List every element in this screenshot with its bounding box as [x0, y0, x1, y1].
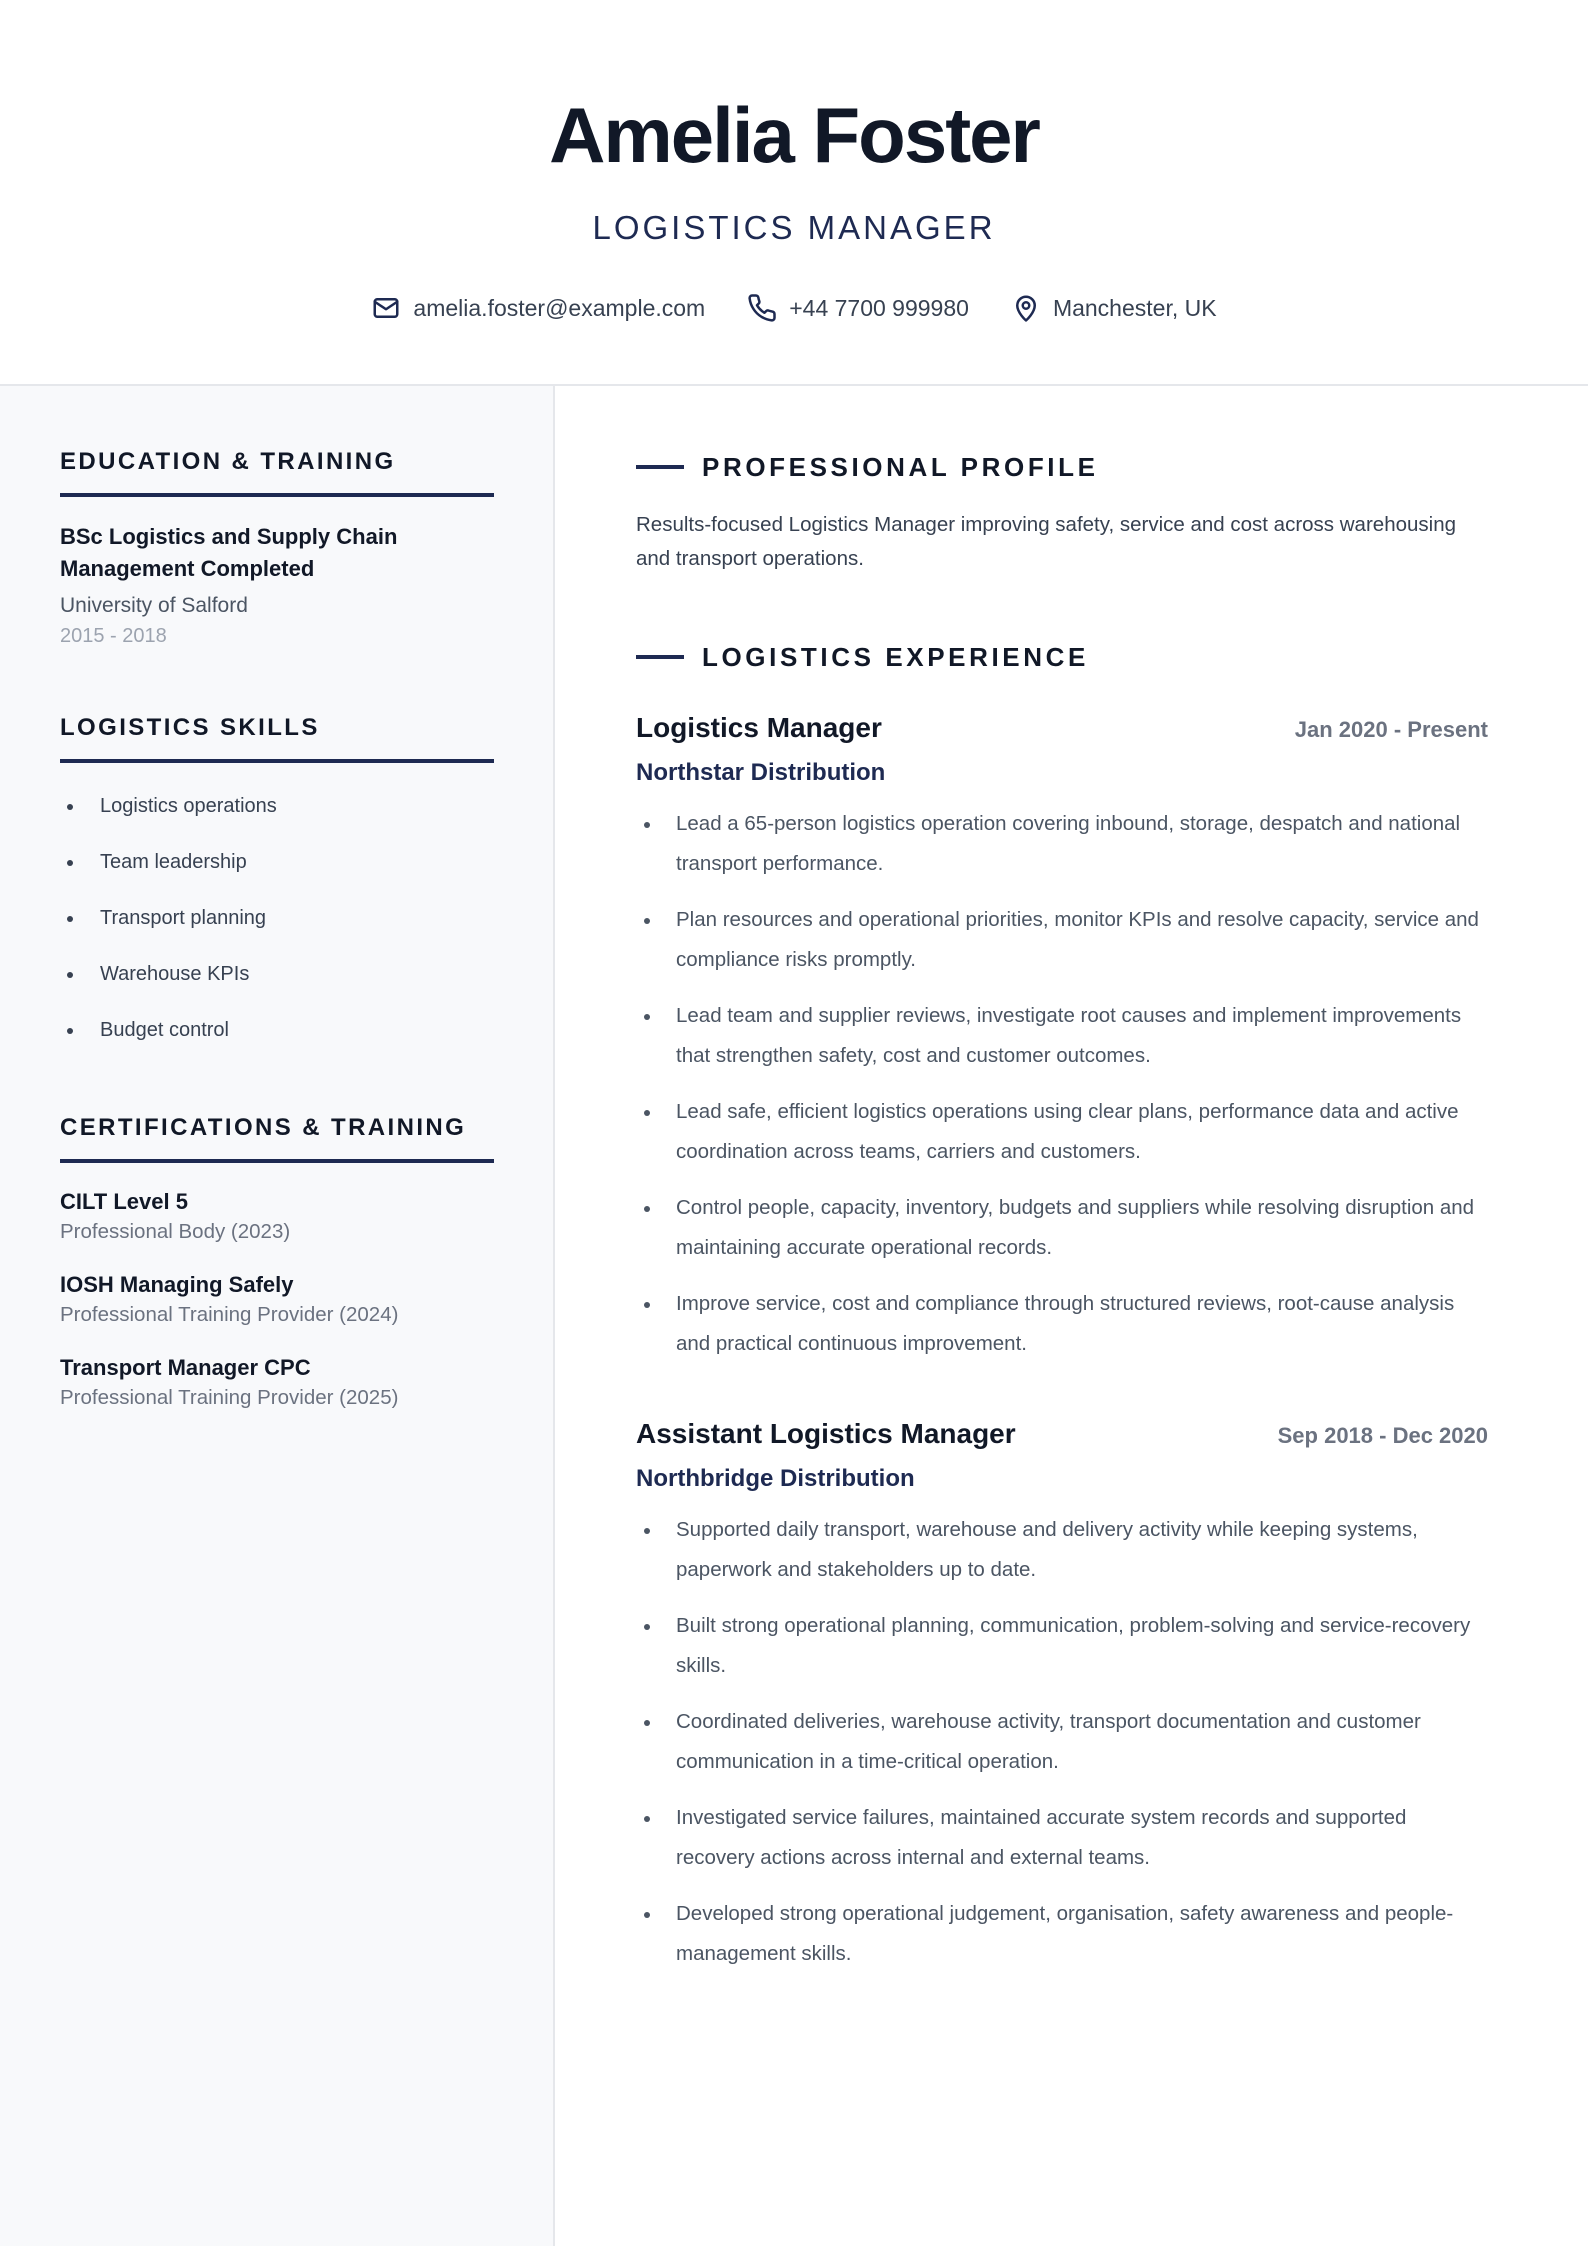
certification-item	[60, 1353, 494, 1413]
certification-item	[60, 1270, 494, 1330]
job-company: Northstar Distribution	[636, 759, 886, 786]
experience-heading-text: LOGISTICS EXPERIENCE	[702, 642, 1089, 672]
contact-row	[0, 290, 1588, 326]
mail-icon	[371, 293, 401, 323]
certification-org: Professional Training Provider (2024)	[60, 1303, 399, 1326]
job-title: Assistant Logistics Manager	[636, 1418, 1016, 1449]
certification-org: Professional Body (2023)	[60, 1220, 291, 1243]
contact-location	[1011, 293, 1217, 323]
skill-item: Team leadership	[60, 835, 494, 891]
skills-list	[60, 779, 494, 1059]
profile-heading	[636, 450, 1488, 484]
skills-section	[60, 712, 494, 1059]
job-bullets	[636, 1510, 1488, 1974]
job-title: Logistics Manager	[636, 712, 882, 743]
certification-org: Professional Training Provider (2025)	[60, 1386, 399, 1409]
email-text[interactable]: amelia.foster@example.com	[413, 294, 706, 321]
experience-section	[636, 640, 1488, 674]
sidebar	[0, 386, 555, 2246]
education-years: 2015 - 2018	[60, 625, 167, 647]
certifications-heading: CERTIFICATIONS & TRAINING	[60, 1112, 494, 1163]
job-bullet: Coordinated deliveries, warehouse activity, transport documentation and customer communication in a time-critical operation.	[636, 1702, 1488, 1782]
skill-item: Budget control	[60, 1003, 494, 1059]
job-entry	[636, 1416, 1488, 1990]
education-school: University of Salford	[60, 594, 248, 617]
job-bullet: Lead a 65-person logistics operation covering inbound, storage, despatch and national transport performance.	[636, 804, 1488, 884]
contact-email[interactable]	[371, 293, 705, 323]
job-company: Northbridge Distribution	[636, 1465, 915, 1492]
job-bullet: Supported daily transport, warehouse and delivery activity while keeping systems, paperwork and stakeholders up to date.	[636, 1510, 1488, 1590]
certifications-section	[60, 1112, 494, 1413]
job-bullet: Lead safe, efficient logistics operations using clear plans, performance data and active coordination across teams, carriers and customers.	[636, 1092, 1488, 1172]
phone-icon	[747, 293, 777, 323]
skill-item: Warehouse KPIs	[60, 947, 494, 1003]
location-text: Manchester, UK	[1052, 294, 1217, 321]
certification-name: CILT Level 5	[60, 1189, 188, 1214]
job-bullet: Improve service, cost and compliance through structured reviews, root-cause analysis and practical continuous improvement.	[636, 1284, 1488, 1364]
job-bullet: Built strong operational planning, communication, problem-solving and service-recovery skills.	[636, 1606, 1488, 1686]
skills-heading: LOGISTICS SKILLS	[60, 712, 494, 763]
job-bullets	[636, 804, 1488, 1364]
skill-item: Logistics operations	[60, 779, 494, 835]
education-degree: BSc Logistics and Supply Chain Management Completed	[60, 524, 398, 581]
job-entry	[636, 710, 1488, 1380]
candidate-role: LOGISTICS MANAGER	[592, 209, 996, 246]
profile-heading-text: PROFESSIONAL PROFILE	[702, 452, 1099, 482]
job-bullet: Lead team and supplier reviews, investigate root causes and implement improvements that strengthen safety, cost and customer outcomes.	[636, 996, 1488, 1076]
skill-item: Transport planning	[60, 891, 494, 947]
experience-heading	[636, 640, 1488, 674]
certification-item	[60, 1187, 494, 1247]
job-bullet: Control people, capacity, inventory, budgets and suppliers while resolving disruption and maintaining accurate operational records.	[636, 1188, 1488, 1268]
certification-name: IOSH Managing Safely	[60, 1272, 294, 1297]
job-dates: Sep 2018 - Dec 2020	[1277, 1423, 1488, 1448]
job-bullet: Developed strong operational judgement, organisation, safety awareness and people-management skills.	[636, 1894, 1488, 1974]
job-bullet: Investigated service failures, maintained accurate system records and supported recovery actions across internal and external teams.	[636, 1798, 1488, 1878]
heading-rule	[636, 465, 684, 469]
profile-text: Results-focused Logistics Manager improving safety, service and cost across warehousing and transport operations.	[636, 513, 1456, 570]
map-pin-icon	[1011, 293, 1041, 323]
profile-section	[636, 450, 1488, 576]
job-bullet: Plan resources and operational priorities, monitor KPIs and resolve capacity, service and compliance risks promptly.	[636, 900, 1488, 980]
certification-name: Transport Manager CPC	[60, 1355, 311, 1380]
resume-header	[0, 0, 1588, 386]
candidate-name: Amelia Foster	[549, 91, 1039, 179]
job-dates: Jan 2020 - Present	[1294, 717, 1488, 742]
contact-phone[interactable]	[747, 293, 969, 323]
job-header	[636, 1416, 1488, 1454]
education-heading: EDUCATION & TRAINING	[60, 446, 494, 497]
job-header	[636, 710, 1488, 748]
phone-text[interactable]: +44 7700 999980	[789, 294, 969, 321]
heading-rule	[636, 655, 684, 659]
education-section	[60, 446, 494, 651]
